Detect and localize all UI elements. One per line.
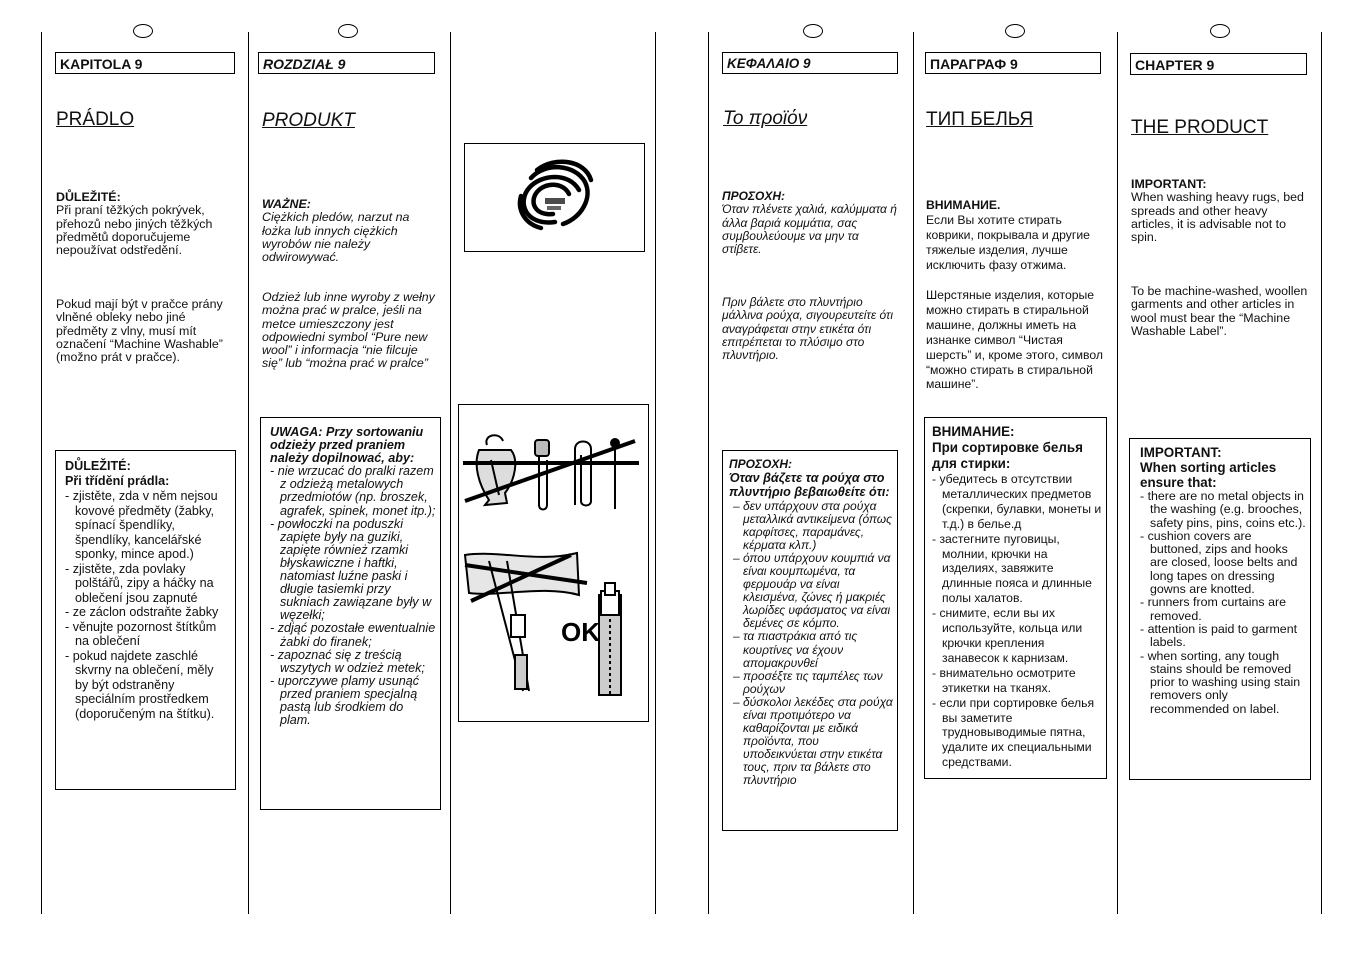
section-title: ТИП БЕЛЬЯ — [926, 109, 1034, 130]
box-title: DŮLEŽITÉ: — [65, 459, 131, 473]
important-note — [56, 191, 238, 257]
paper-clip-icon — [575, 442, 591, 506]
list-item: - runners from curtains are removed. — [1140, 595, 1286, 623]
column-rule — [1117, 32, 1118, 914]
important-text: Při praní těžkých pokrývek, přehozů nebo jiných těžkých předmětů doporučujeme nepoužívat odstředění. — [56, 203, 213, 258]
list-item: – όπου υπάρχουν κουμπιά να είναι κουμπωμένα, τα φερμουάρ να είναι κλεισμένα, ζώνες ή μακριές λωρίδες υφάσματος να είναι δεμένες σε κόμπο. — [733, 550, 891, 631]
important-text: Если Вы хотите стирать коврики, покрывала и другие тяжелые изделия, лучше исключить фазу отжима. — [926, 212, 1090, 272]
list-item: - ze záclon odstraňte žabky — [65, 605, 219, 619]
box-title: ΠΡΟΣΟΧΗ: — [729, 457, 793, 471]
wool-text: Шерстяные изделия, которые можно стирать в стиральной машине, должны иметь на изнанке символ “Чистая шерсть” и, кроме этого, символ “можно стирать в стиральной машине”. — [926, 288, 1103, 392]
column-rule — [41, 32, 42, 914]
important-note — [722, 190, 900, 256]
list-item: – δεν υπάρχουν στα ρούχα μεταλλικά αντικείμενα (όπως καρφίτσες, παραμάνες, κέρματα κλπ.) — [733, 498, 892, 552]
list-item: - attention is paid to garment labels. — [1140, 621, 1298, 650]
list-item: - zdjąć pozostałe ewentualnie żabki do firanek; — [270, 621, 436, 649]
woolmark-figure — [464, 143, 645, 252]
list-item: – τα πιαστράκια από τις κουρτίνες να έχουν απομακρυνθεί — [733, 629, 858, 670]
registration-mark — [1210, 24, 1230, 38]
registration-mark — [338, 24, 358, 38]
important-note — [1131, 178, 1311, 244]
registration-mark — [1005, 24, 1025, 38]
section-title: Το προϊόν — [723, 108, 808, 129]
important-note — [262, 198, 437, 264]
important-label: WAŻNE: — [262, 197, 311, 211]
sorting-figure — [458, 404, 649, 722]
list-item: - убедитесь в отсутствии металлических предметов (скрепки, булавки, монеты и т.д.) в белье.д — [932, 472, 1102, 531]
wool-text: Pokud mají být v pračce prány vlněné obleky nebo jiné předměty z vlny, musí mít označení “Machine Washable” (možno prát v pračce). — [56, 297, 223, 365]
list-item: - zjistěte, zda v něm nejsou kovové předměty (žabky, spínací špendlíky, špendlíky, kancelářské sponky, mince apod.) — [65, 489, 218, 561]
section-title: THE PRODUCT — [1131, 117, 1269, 138]
registration-mark — [133, 24, 153, 38]
list-item: - застегните пуговицы, молнии, крючки на изделиях, завяжите длинные пояса и длинные полы халатов. — [932, 531, 1092, 606]
sorting-box — [924, 417, 1107, 779]
box-title: IMPORTANT: — [1140, 445, 1222, 460]
list-item: - powłoczki na poduszki zapięte były na guziki, zapięte również rzamki błyskawiczne i haftki, natomiast luźne paski i długie tasiemki przy sukniach zawiązane były w węzełki; — [270, 516, 432, 623]
box-title: UWAGA: Przy sortowaniu odzieży przed praniem należy dopilnować, aby: — [270, 425, 424, 466]
chapter-heading: ПАРАГРАФ 9 — [925, 52, 1101, 74]
sorting-illustration — [459, 405, 650, 723]
box-subtitle: Όταν βάζετε τα ρούχα στο πλυντήριο βεβαιωθείτε ότι: — [729, 471, 890, 500]
list-item: - věnujte pozornost štítkům na oblečení — [65, 619, 217, 648]
list-item: - zapoznać się z treścią wszytych w odzież metek; — [270, 647, 425, 675]
box-title: ВНИМАНИЕ: — [932, 424, 1015, 439]
important-text: Ciężkich pledów, narzut na łożka lub innych ciężkich wyrobów nie należy odwirowywać. — [262, 210, 410, 265]
important-label: ΠΡΟΣΟΧΗ: — [722, 189, 786, 203]
important-text: When washing heavy rugs, bed spreads and other heavy articles, it is advisable not to spin. — [1131, 190, 1304, 245]
chapter-heading: CHAPTER 9 — [1130, 53, 1307, 75]
list-item: - there are no metal objects in the washing (e.g. brooches, safety pins, pins, coins etc.). — [1140, 489, 1306, 530]
column-rule — [708, 32, 709, 914]
list-item: – προσέξτε τις ταμπέλες των ρούχων — [733, 668, 883, 696]
box-subtitle: При сортировке белья для стирки: — [932, 440, 1083, 471]
list-item: - если при сортировке белья вы заметите трудновыводимые пятна, удалите их специальными средствами. — [932, 695, 1095, 770]
box-subtitle: When sorting articles ensure that: — [1140, 460, 1277, 490]
woolmark-icon — [465, 144, 646, 253]
sorting-box — [1129, 438, 1311, 780]
sorting-box — [260, 417, 441, 810]
list-item: - nie wrzucać do pralki razem z odzieżą metalowych przedmiotów (np. broszek, agrafek, spinek, monet itp.); — [270, 464, 436, 518]
column-rule — [655, 32, 656, 914]
list-item: - cushion covers are buttoned, zips and hooks are closed, loose belts and long tapes on dressing gowns are knotted. — [1140, 528, 1298, 597]
column-rule — [913, 32, 914, 914]
column-rule — [248, 32, 249, 914]
closed-zip-icon — [599, 583, 621, 695]
list-item: - внимательно осмотрите этикетки на тканях. — [932, 665, 1076, 695]
box-subtitle: Při třídění prádla: — [65, 473, 170, 488]
important-label: DŮLEŽITÉ: — [56, 190, 121, 204]
ok-label: OK — [561, 617, 600, 647]
wool-text: Odzież lub inne wyroby z wełny można prać w pralce, jeśli na metce umieszczony jest odpowiedni symbol “Pure new wool” i informacja “nie filcuje się” lub “można prać w pralce” — [262, 290, 435, 371]
list-item: - zjistěte, zda povlaky polštářů, zipy a háčky na oblečení jsou zapnuté — [65, 561, 214, 605]
chapter-heading: ΚΕΦΑΛΑΙΟ 9 — [722, 52, 898, 74]
section-title: PRÁDLO — [56, 109, 135, 130]
wool-text: To be machine-washed, woollen garments and other articles in wool must bear the “Machine Washable Label”. — [1131, 284, 1308, 338]
chapter-heading: KAPITOLA 9 — [55, 52, 235, 74]
wool-text: Πριν βάλετε στο πλυντήριο μάλλινα ρούχα, σιγουρευτείτε ότι αναγράφεται στην ετικέτα ότι επιτρέπεται το πλύσιμο στο πλυντήριο. — [722, 295, 894, 363]
important-label: ВНИМАНИЕ. — [926, 198, 1001, 212]
list-item: - when sorting, any tough stains should be removed prior to washing using stain removers only recommended on label. — [1140, 648, 1301, 716]
sorting-box — [55, 450, 236, 790]
list-item: - uporczywe plamy usunąć przed praniem specjalną pastą lub środkiem do plam. — [270, 673, 420, 728]
section-title: PRODUKT — [262, 110, 355, 131]
important-note — [926, 198, 1106, 273]
column-rule — [450, 32, 451, 914]
registration-mark — [803, 24, 823, 38]
important-text: Όταν πλένετε χαλιά, καλύμματα ή άλλα βαριά κομμάτια, σας συμβουλεύουμε να μην τα στίβετε. — [722, 202, 897, 257]
sorting-box — [722, 450, 898, 831]
chapter-heading: ROZDZIAŁ 9 — [258, 52, 435, 74]
list-item: - pokud najdete zaschlé skvrny na oblečení, měly by být odstraněny speciálním prostředkem (doporučeným na štítku). — [65, 648, 215, 721]
column-rule — [1321, 32, 1322, 914]
list-item: – δύσκολοι λεκέδες στα ρούχα είναι προτιμότερο να καθαρίζονται με ειδικά προϊόντα, που υποδεικνύεται στην ετικέτα τους, πριν τα βάλετε στο πλυντήριο — [733, 694, 893, 788]
list-item: - снимите, если вы их используйте, кольца или крючки крепления занавесок к карнизам. — [932, 606, 1083, 665]
important-label: IMPORTANT: — [1131, 177, 1207, 191]
